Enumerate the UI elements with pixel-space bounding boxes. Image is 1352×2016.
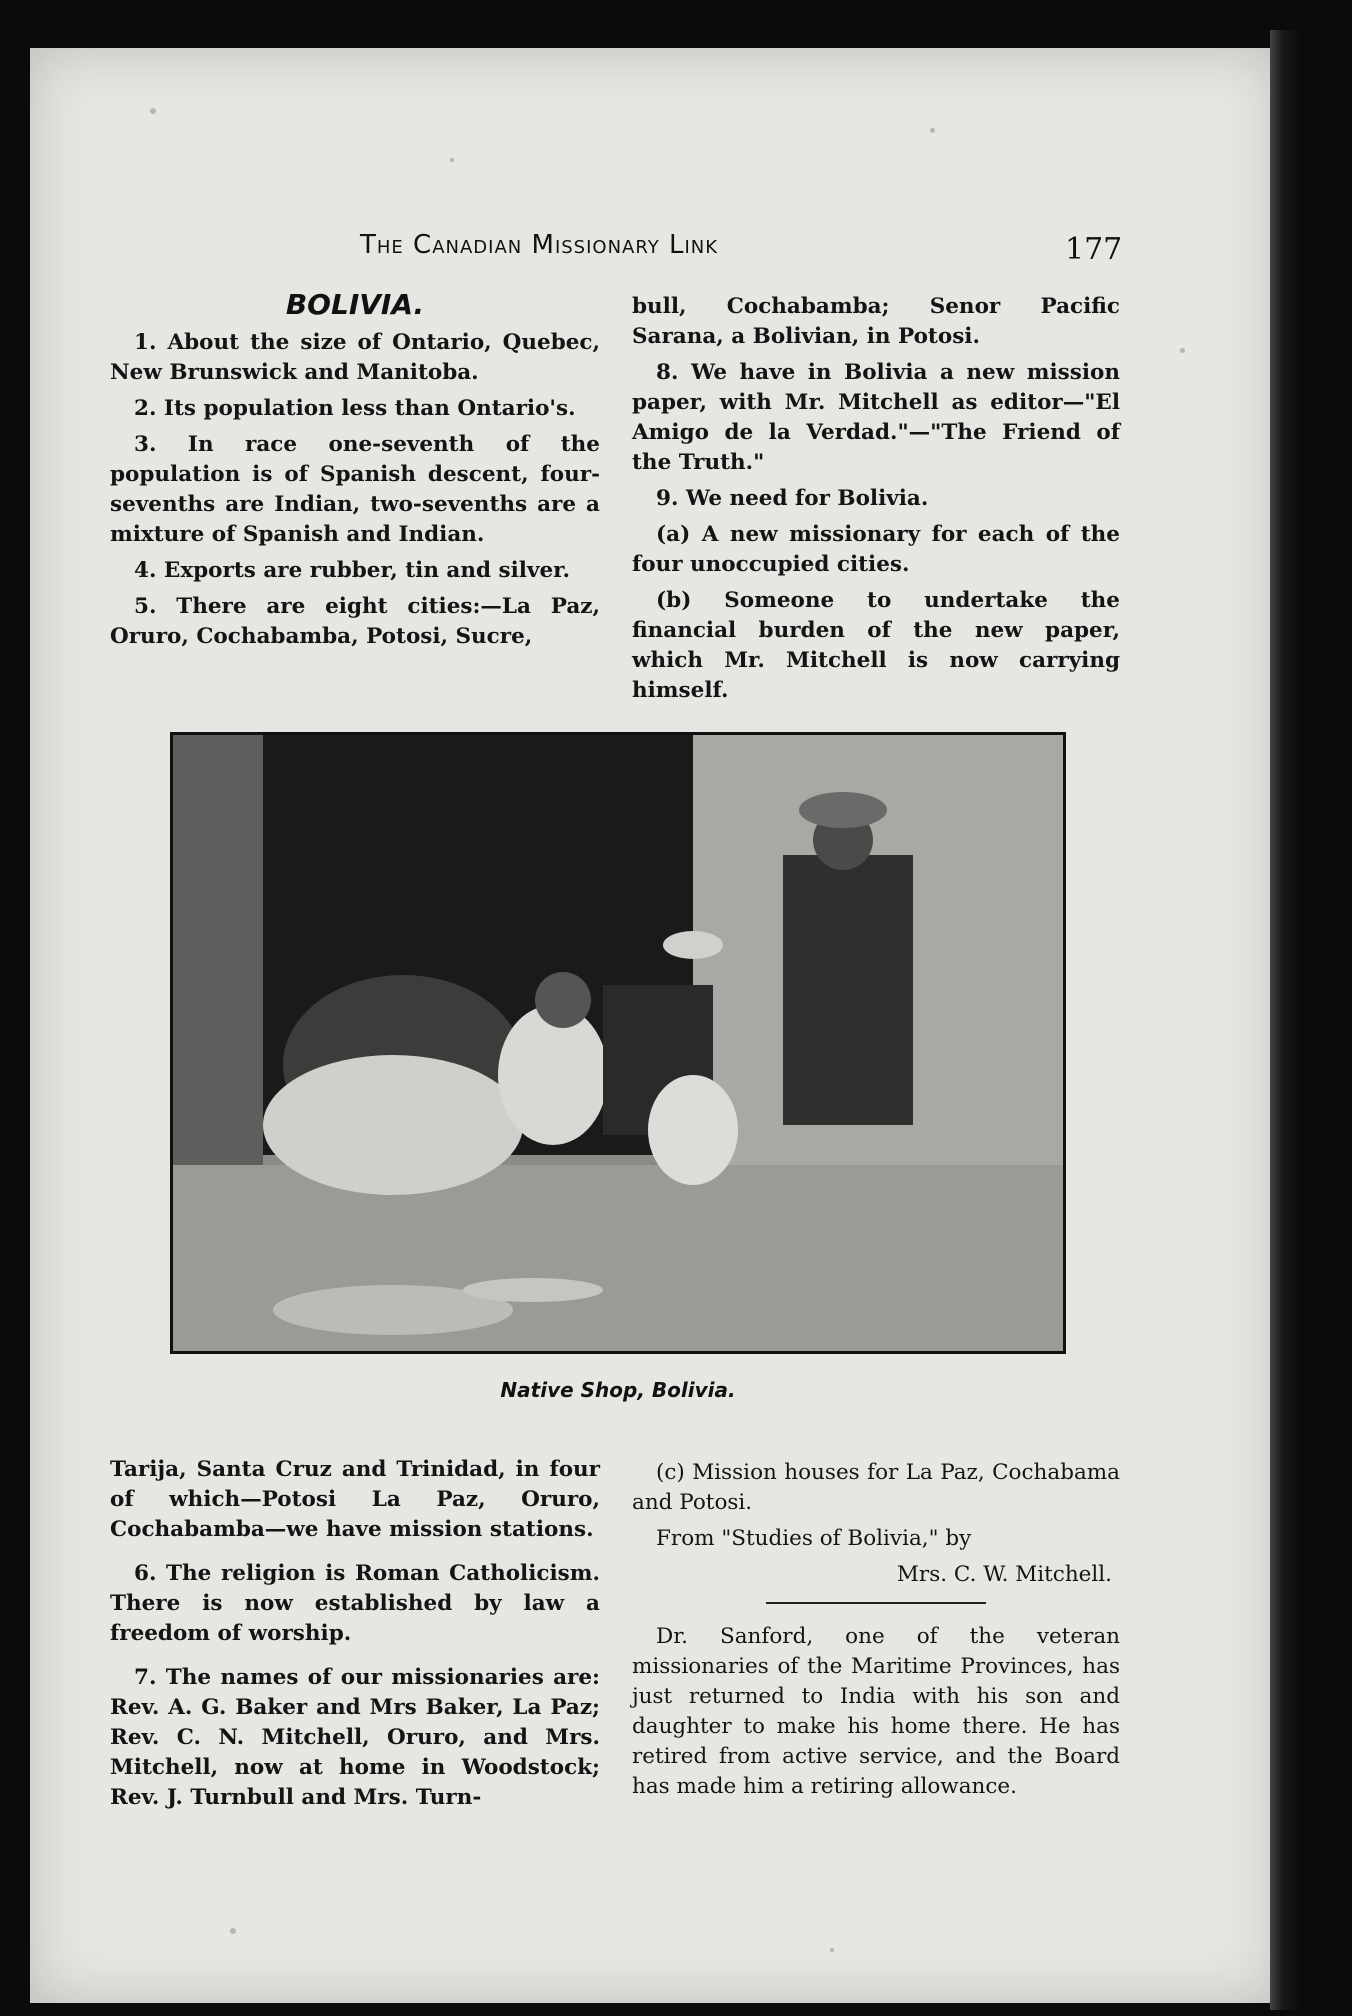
article-column-1 bbox=[110, 290, 600, 658]
binding-edge bbox=[1270, 30, 1300, 2010]
photo-caption: Native Shop, Bolivia. bbox=[500, 1378, 736, 1402]
photo-image bbox=[173, 735, 1063, 1351]
paper-speck bbox=[1180, 348, 1185, 353]
paragraph: 3. In race one-seventh of the population is of Spanish descent, four-sevenths are Indian, two-sevenths are a mixture of Spanish and Indian. bbox=[110, 432, 600, 547]
article-title: BOLIVIA. bbox=[285, 288, 425, 321]
paragraph: 2. Its population less than Ontario's. bbox=[134, 396, 576, 421]
note-paragraph: Dr. Sanford, one of the veteran missionaries of the Maritime Provinces, has just returned to India with his son and daughter to make his home there. He has retired from active service, and the Board has made him a retiring allowance. bbox=[632, 1624, 1120, 1799]
article-column-4 bbox=[632, 1458, 1120, 1808]
paper-speck bbox=[450, 158, 454, 162]
paragraph: 5. There are eight cities:—La Paz, Oruro, Cochabamba, Potosi, Sucre, bbox=[110, 594, 600, 649]
paragraph: (b) Someone to undertake the financial burden of the new paper, which Mr. Mitchell is now carrying himself. bbox=[632, 588, 1120, 703]
paragraph: 1. About the size of Ontario, Quebec, New Brunswick and Manitoba. bbox=[110, 330, 600, 385]
paper-speck bbox=[150, 108, 156, 114]
running-title: The Canadian Missionary Link bbox=[360, 230, 719, 260]
photo-native-shop bbox=[170, 732, 1066, 1354]
paragraph: (a) A new missionary for each of the four unoccupied cities. bbox=[632, 522, 1120, 577]
paragraph: 8. We have in Bolivia a new mission paper, with Mr. Mitchell as editor—"El Amigo de la Verdad."—"The Friend of the Truth." bbox=[632, 360, 1120, 475]
paper-speck bbox=[930, 128, 935, 133]
paragraph: 7. The names of our missionaries are: Rev. A. G. Baker and Mrs Baker, La Paz; Rev. C. N. Mitchell, Oruro, and Mrs. Mitchell, now at home in Woodstock; Rev. J. Turnbull and Mrs. Turn- bbox=[110, 1665, 600, 1810]
paragraph: bull, Cochabamba; Senor Pacific Sarana, a Bolivian, in Potosi. bbox=[632, 294, 1120, 349]
author-line: Mrs. C. W. Mitchell. bbox=[896, 1562, 1112, 1587]
paper-speck bbox=[830, 1948, 834, 1952]
article-column-2 bbox=[632, 292, 1120, 712]
article-column-3 bbox=[110, 1455, 600, 1819]
paragraph: 9. We need for Bolivia. bbox=[656, 486, 929, 511]
section-divider bbox=[766, 1602, 986, 1604]
paragraph: 6. The religion is Roman Catholicism. There is now established by law a freedom of worship. bbox=[110, 1561, 600, 1646]
source-line: From "Studies of Bolivia," by bbox=[656, 1526, 972, 1551]
paragraph: (c) Mission houses for La Paz, Cochabama and Potosi. bbox=[632, 1460, 1120, 1515]
paper-speck bbox=[230, 1928, 236, 1934]
paragraph: 4. Exports are rubber, tin and silver. bbox=[134, 558, 570, 583]
paragraph: Tarija, Santa Cruz and Trinidad, in four of which—Potosi La Paz, Oruro, Cochabamba—we have mission stations. bbox=[110, 1457, 600, 1542]
page-number: 177 bbox=[1065, 232, 1123, 267]
